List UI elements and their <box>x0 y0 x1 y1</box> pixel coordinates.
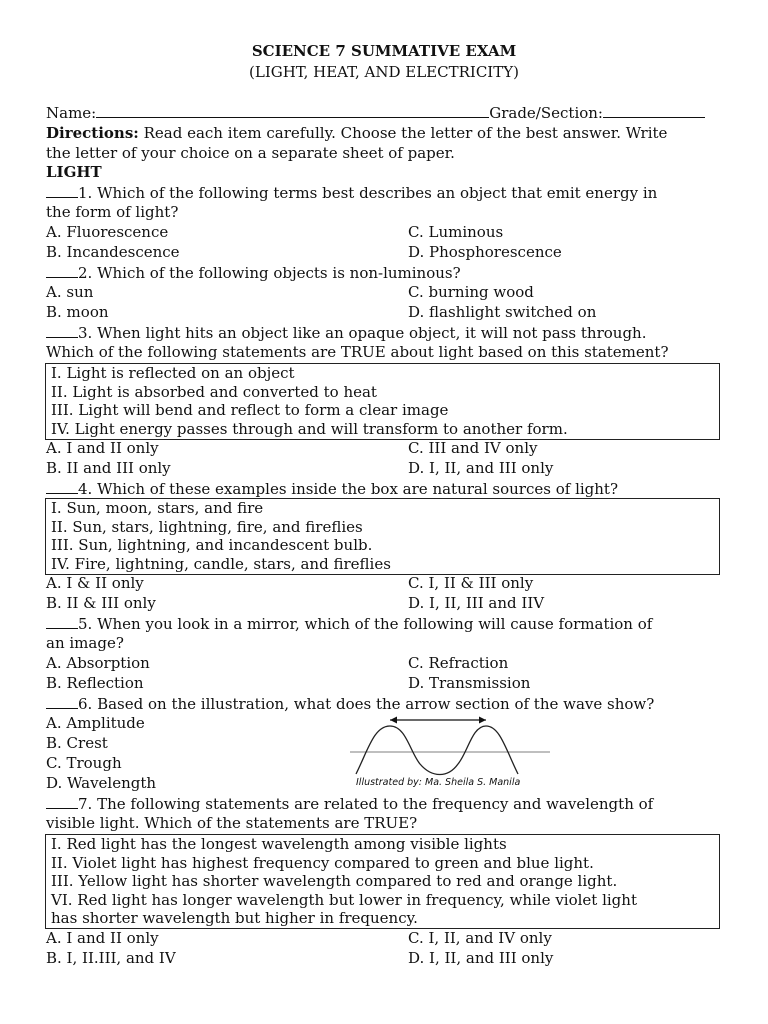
q4-example: III. Sun, lightning, and incandescent bulb. <box>51 536 373 554</box>
q6-text: 6. Based on the illustration, what does the arrow section of the wave show? <box>78 695 655 713</box>
q4-option-a: A. I & II only <box>46 574 144 592</box>
q7-option-b: B. I, II.III, and IV <box>46 949 176 967</box>
answer-blank[interactable] <box>46 694 78 709</box>
section-heading: LIGHT <box>46 163 102 181</box>
q7-statement-box <box>45 834 720 929</box>
q6-option-d: D. Wavelength <box>46 774 157 792</box>
q4-text: 4. Which of these examples inside the box are natural sources of light? <box>78 480 618 498</box>
q1-text: 1. Which of the following terms best describes an object that emit energy in <box>78 184 658 202</box>
q2-option-d: D. flashlight switched on <box>408 303 597 321</box>
q5-stem-1 <box>46 614 652 634</box>
q5-option-c: C. Refraction <box>408 654 509 672</box>
q7-option-d: D. I, II, and III only <box>408 949 554 967</box>
exam-subtitle: (LIGHT, HEAT, AND ELECTRICITY) <box>249 63 519 81</box>
q3-statement: I. Light is reflected on an object <box>51 364 295 382</box>
q4-example: I. Sun, moon, stars, and fire <box>51 499 264 517</box>
q6-option-b: B. Crest <box>46 734 108 752</box>
q4-example-box <box>45 498 720 575</box>
name-blank[interactable] <box>96 104 489 118</box>
q5-stem-2: an image? <box>46 634 124 652</box>
q7-stem-2: visible light. Which of the statements are TRUE? <box>46 814 418 832</box>
q3-stem-2: Which of the following statements are TRUE about light based on this statement? <box>46 343 669 361</box>
q3-statement: IV. Light energy passes through and will transform to another form. <box>51 419 568 438</box>
wave-curve <box>356 726 518 775</box>
q3-statement: III. Light will bend and reflect to form a clear image <box>51 401 449 419</box>
q3-option-c: C. III and IV only <box>408 439 538 457</box>
exam-title: SCIENCE 7 SUMMATIVE EXAM <box>251 42 517 60</box>
q5-option-d: D. Transmission <box>408 674 531 692</box>
q3-statement-box <box>45 363 720 440</box>
q7-statement: III. Yellow light has shorter wavelength compared to red and orange light. <box>51 872 618 890</box>
wave-illustration <box>350 714 550 778</box>
q5-option-a: A. Absorption <box>46 654 150 672</box>
q3-option-d: D. I, II, and III only <box>408 459 554 477</box>
q4-example: IV. Fire, lightning, candle, stars, and fireflies <box>51 554 391 573</box>
q6-option-c: C. Trough <box>46 754 122 772</box>
q2-text: 2. Which of the following objects is non-luminous? <box>78 264 461 282</box>
q4-stem-1 <box>46 479 618 499</box>
q1-stem-1 <box>46 183 657 203</box>
q2-option-a: A. sun <box>46 283 94 301</box>
arrow-right-head <box>479 717 486 724</box>
directions-line-1 <box>46 124 667 143</box>
q3-text: 3. When light hits an object like an opaque object, it will not pass through. <box>78 324 647 342</box>
q2-option-b: B. moon <box>46 303 109 321</box>
q5-option-b: B. Reflection <box>46 674 144 692</box>
q6-option-a: A. Amplitude <box>46 714 145 732</box>
arrow-left-head <box>390 717 397 724</box>
answer-blank[interactable] <box>46 614 78 629</box>
illustration-caption: Illustrated by: Ma. Sheila S. Manila <box>356 777 521 788</box>
q7-statement: I. Red light has the longest wavelength among visible lights <box>51 835 507 853</box>
q4-option-b: B. II & III only <box>46 594 156 612</box>
q4-option-c: C. I, II & III only <box>408 574 534 592</box>
q7-statement: VI. Red light has longer wavelength but lower in frequency, while violet light <box>51 890 637 909</box>
q7-option-a: A. I and II only <box>46 929 159 947</box>
q7-option-c: C. I, II, and IV only <box>408 929 552 947</box>
answer-blank[interactable] <box>46 183 78 198</box>
grade-label: Grade/Section: <box>489 104 603 122</box>
q3-option-b: B. II and III only <box>46 459 171 477</box>
q5-text: 5. When you look in a mirror, which of the following will cause formation of <box>78 615 653 633</box>
q4-option-d: D. I, II, III and IIV <box>408 594 545 612</box>
directions-text-1: Read each item carefully. Choose the letter of the best answer. Write <box>138 124 668 142</box>
name-grade-row <box>46 104 705 123</box>
q1-option-c: C. Luminous <box>408 223 504 241</box>
q1-option-b: B. Incandescence <box>46 243 180 261</box>
answer-blank[interactable] <box>46 479 78 494</box>
q2-option-c: C. burning wood <box>408 283 534 301</box>
q6-stem-1 <box>46 694 654 714</box>
q1-option-a: A. Fluorescence <box>46 223 169 241</box>
grade-blank[interactable] <box>603 104 705 118</box>
q3-option-a: A. I and II only <box>46 439 159 457</box>
q7-text: 7. The following statements are related to the frequency and wavelength of <box>78 795 654 813</box>
q7-stem-1 <box>46 794 653 814</box>
q1-stem-2: the form of light? <box>46 203 179 221</box>
directions-label: Directions: <box>46 124 139 142</box>
answer-blank[interactable] <box>46 794 78 809</box>
answer-blank[interactable] <box>46 323 78 338</box>
name-label: Name: <box>46 104 97 122</box>
q3-stem-1 <box>46 323 646 343</box>
answer-blank[interactable] <box>46 263 78 278</box>
directions-line-2: the letter of your choice on a separate sheet of paper. <box>46 144 455 162</box>
q7-statement: II. Violet light has highest frequency compared to green and blue light. <box>51 853 594 872</box>
q2-stem-1 <box>46 263 461 283</box>
q4-example: II. Sun, stars, lightning, fire, and fireflies <box>51 517 363 536</box>
q3-statement: II. Light is absorbed and converted to heat <box>51 382 377 401</box>
q7-statement: has shorter wavelength but higher in frequency. <box>51 909 418 927</box>
q1-option-d: D. Phosphorescence <box>408 243 562 261</box>
